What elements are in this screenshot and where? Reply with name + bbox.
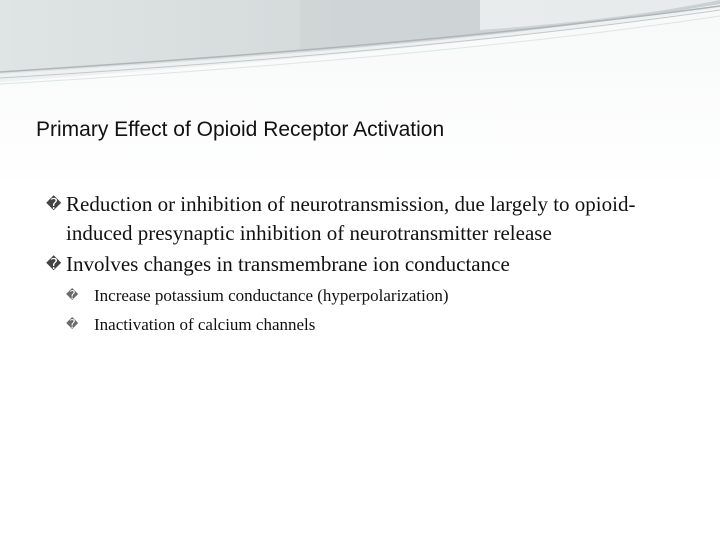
bullet-text: Involves changes in transmembrane ion conductance bbox=[66, 252, 510, 276]
bullet-marker: � bbox=[46, 195, 62, 213]
sub-bullet-marker: � bbox=[66, 288, 79, 302]
slide-title: Primary Effect of Opioid Receptor Activation bbox=[36, 118, 445, 141]
sub-bullet-marker: � bbox=[66, 317, 79, 331]
decorative-wave-band bbox=[0, 0, 720, 95]
bullet-text: Reduction or inhibition of neurotransmission, due largely to opioid-induced presynaptic inhibition of neurotransmitter release bbox=[66, 192, 636, 245]
bullet-marker: � bbox=[46, 255, 62, 273]
bullet-list bbox=[46, 190, 686, 341]
sub-bullet-text: Inactivation of calcium channels bbox=[94, 315, 316, 334]
sub-bullet-text: Increase potassium conductance (hyperpolarization) bbox=[94, 286, 449, 305]
sub-bullet-list bbox=[66, 281, 686, 339]
sub-bullet-item bbox=[66, 310, 686, 339]
bullet-item bbox=[46, 190, 686, 248]
sub-bullet-item bbox=[66, 281, 686, 310]
bullet-item bbox=[46, 250, 686, 339]
